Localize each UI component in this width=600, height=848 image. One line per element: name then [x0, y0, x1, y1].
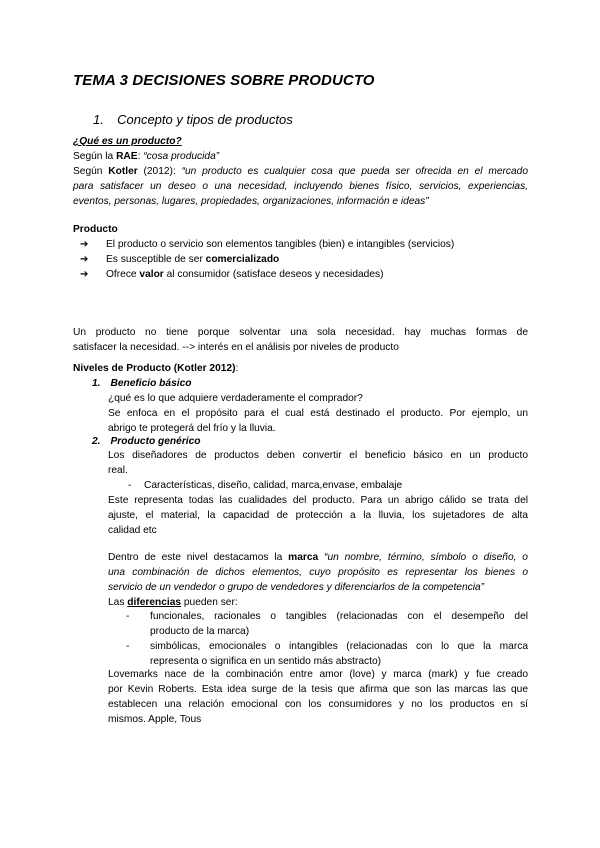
list-item: ➔ El producto o servicio son elementos tangibles (bien) e intangibles (servicios): [80, 239, 455, 250]
marca-paragraph: Dentro de este nivel destacamos la marca “un nombre, término, símbolo o diseño, o una combinación de dichos elementos, cuyo propósito es representar los bienes o servicio de un vendedor o grupo de vendedores y diferenciarlos de la competencia” Las diferencias pueden ser:: [108, 552, 528, 608]
necesidad-paragraph: Un producto no tiene porque solventar una sola necesidad. hay muchas formas de satisfacer la necesidad. --> interés en el análisis por niveles de producto: [73, 327, 528, 353]
list-item: ➔ Ofrece valor al consumidor (satisface deseos y necesidades): [80, 269, 384, 280]
question-heading: ¿Qué es un producto?: [73, 136, 182, 147]
level-1-body: ¿qué es lo que adquiere verdaderamente el comprador? Se enfoca en el propósito para el cual está destinado el producto. Por ejemplo, un abrigo te protegerá del frío y la lluvia.: [108, 393, 528, 434]
rae-definition: Según la RAE: “cosa producida”: [73, 151, 220, 162]
arrow-icon: ➔: [80, 239, 89, 250]
niveles-heading: Niveles de Producto (Kotler 2012):: [73, 363, 239, 374]
list-item: - funcionales, racionales o tangibles (relacionadas con el desempeño del producto de la marca): [126, 611, 528, 637]
lovemarks-paragraph: Lovemarks nace de la combinación entre amor (love) y marca (mark) y fue creado por Kevin Roberts. Esta idea surge de la tesis que afirma que son las marcas las que establecen una relación emocional con los consumidores y no los productos en sí mismos. Apple, Tous: [108, 669, 528, 725]
producto-bullet-list: [80, 237, 454, 282]
arrow-icon: ➔: [80, 254, 89, 265]
kotler-label: Kotler: [108, 166, 138, 177]
section-heading-text: Concepto y tipos de productos: [117, 112, 293, 127]
level-2-heading: 2. Producto genérico: [92, 436, 201, 447]
level-2-body: Los diseñadores de productos deben convertir el beneficio básico en un producto real. - Características, diseño, calidad, marca,envase, embalaje Este representa todas las cualidades del producto. Para un abrigo cálido se trata del ajuste, el material, la capacidad de protección a la lluvia, los sujetadores de alta calidad etc: [108, 450, 528, 536]
section-heading: [93, 112, 293, 127]
document-title: TEMA 3 DECISIONES SOBRE PRODUCTO: [73, 72, 375, 89]
marca-term: marca: [288, 552, 319, 563]
arrow-icon: ➔: [80, 269, 89, 280]
kotler-definition: Según Kotler (2012): “un producto es cualquier cosa que pueda ser ofrecida en el mercado para satisfacer un deseo o una necesidad, incluyendo bienes físico, servicios, experiencias, eventos, personas, lugares, propiedades, organizaciones, información e ideas”: [73, 166, 528, 207]
producto-heading: Producto: [73, 224, 118, 235]
list-item: - Características, diseño, calidad, marca,envase, embalaje: [128, 480, 403, 491]
level-1-heading: 1. Beneficio básico: [92, 378, 192, 389]
list-item: - simbólicas, emocionales o intangibles (relacionadas con lo que la marca representa o significa en un sentido más abstracto): [126, 641, 528, 667]
diferencias-term: diferencias: [127, 597, 182, 608]
list-item: ➔ Es susceptible de ser comercializado: [80, 254, 280, 265]
rae-quote: “cosa producida”: [143, 151, 220, 162]
section-number: 1.: [93, 112, 104, 127]
rae-label: RAE: [116, 151, 138, 162]
diferencias-list: [126, 609, 528, 669]
